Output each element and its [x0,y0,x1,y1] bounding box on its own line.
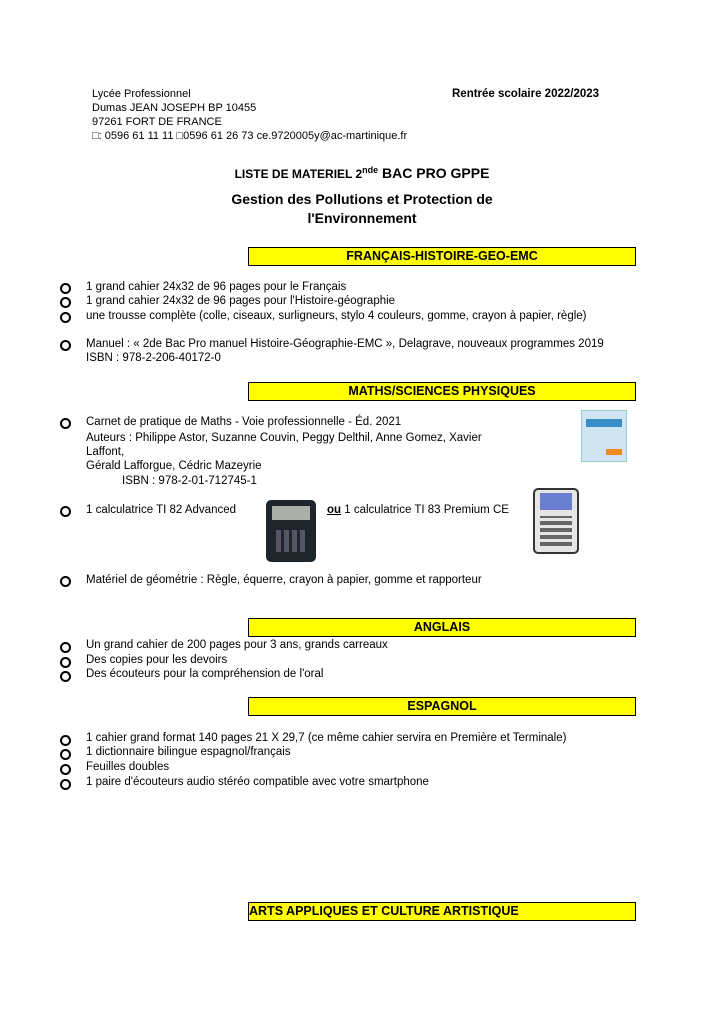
list-item: Feuilles doubles [86,761,170,773]
document-subtitle [0,190,724,228]
bullet-icon [60,642,71,653]
section-header-anglais: ANGLAIS [248,618,636,637]
authors-line: Laffont, [86,446,125,458]
title-sup: nde [362,165,379,175]
school-line: Dumas JEAN JOSEPH BP 10455 [92,102,257,114]
title-suffix: BAC PRO GPPE [378,165,490,181]
subtitle-line: l'Environnement [307,210,417,226]
section-header-francais: FRANÇAIS-HISTOIRE-GEO-EMC [248,247,636,266]
section-header-arts: ARTS APPLIQUES ET CULTURE ARTISTIQUE [248,902,636,921]
bullet-icon [60,576,71,587]
bullet-icon [60,735,71,746]
authors-line: Auteurs : Philippe Astor, Suzanne Couvin, Peggy Delthil, Anne Gomez, Xavier [86,432,482,444]
list-item: Un grand cahier de 200 pages pour 3 ans, grands carreaux [86,639,388,651]
school-line: Lycée Professionnel [92,88,191,100]
list-item: Des copies pour les devoirs [86,654,228,666]
book-cover-image [581,410,627,462]
list-item: 1 grand cahier 24x32 de 96 pages pour l'Histoire-géographie [86,295,396,307]
document-title [0,163,724,181]
isbn: ISBN : 978-2-01-712745-1 [122,475,257,487]
bullet-icon [60,749,71,760]
title-prefix: LISTE DE MATERIEL 2 [234,167,363,181]
list-item: 1 paire d'écouteurs audio stéréo compatible avec votre smartphone [86,776,429,788]
list-item: 1 cahier grand format 140 pages 21 X 29,7 (ce même cahier servira en Première et Terminale) [86,732,567,744]
list-item: Matériel de géométrie : Règle, équerre, crayon à papier, gomme et rapporteur [86,574,482,586]
list-item: 1 dictionnaire bilingue espagnol/français [86,746,291,758]
bullet-icon [60,779,71,790]
or-label: ou [327,504,342,516]
isbn: ISBN : 978-2-206-40172-0 [86,352,221,364]
list-item: Carnet de pratique de Maths - Voie professionnelle - Éd. 2021 [86,416,402,428]
list-item: 1 grand cahier 24x32 de 96 pages pour le Français [86,281,347,293]
list-item: une trousse complète (colle, ciseaux, surligneurs, stylo 4 couleurs, gomme, crayon à papier, règle) [86,310,587,322]
school-address [92,87,407,143]
school-year: Rentrée scolaire 2022/2023 [452,88,600,100]
school-line: 97261 FORT DE FRANCE [92,116,222,128]
bullet-icon [60,340,71,351]
bullet-icon [60,671,71,682]
bullet-icon [60,506,71,517]
subtitle-line: Gestion des Pollutions et Protection de [231,191,493,207]
list-item: 1 calculatrice TI 82 Advanced [86,504,237,516]
bullet-icon [60,418,71,429]
section-header-espagnol: ESPAGNOL [248,697,636,716]
school-line: □: 0596 61 11 11 □0596 61 26 73 ce.9720005y@ac-martinique.fr [92,130,408,142]
bullet-icon [60,657,71,668]
ti82-calculator-image [266,500,316,562]
list-item [327,503,509,517]
section-header-maths: MATHS/SCIENCES PHYSIQUES [248,382,636,401]
list-item: Manuel : « 2de Bac Pro manuel Histoire-Géographie-EMC », Delagrave, nouveaux programmes 2019 [86,338,604,350]
bullet-icon [60,764,71,775]
bullet-icon [60,312,71,323]
bullet-icon [60,283,71,294]
list-item: Des écouteurs pour la compréhension de l'oral [86,668,324,680]
authors-line: Gérald Lafforgue, Cédric Mazeyrie [86,460,262,472]
bullet-icon [60,297,71,308]
calc-2-label: 1 calculatrice TI 83 Premium CE [341,504,509,516]
ti83-calculator-image [533,488,579,554]
